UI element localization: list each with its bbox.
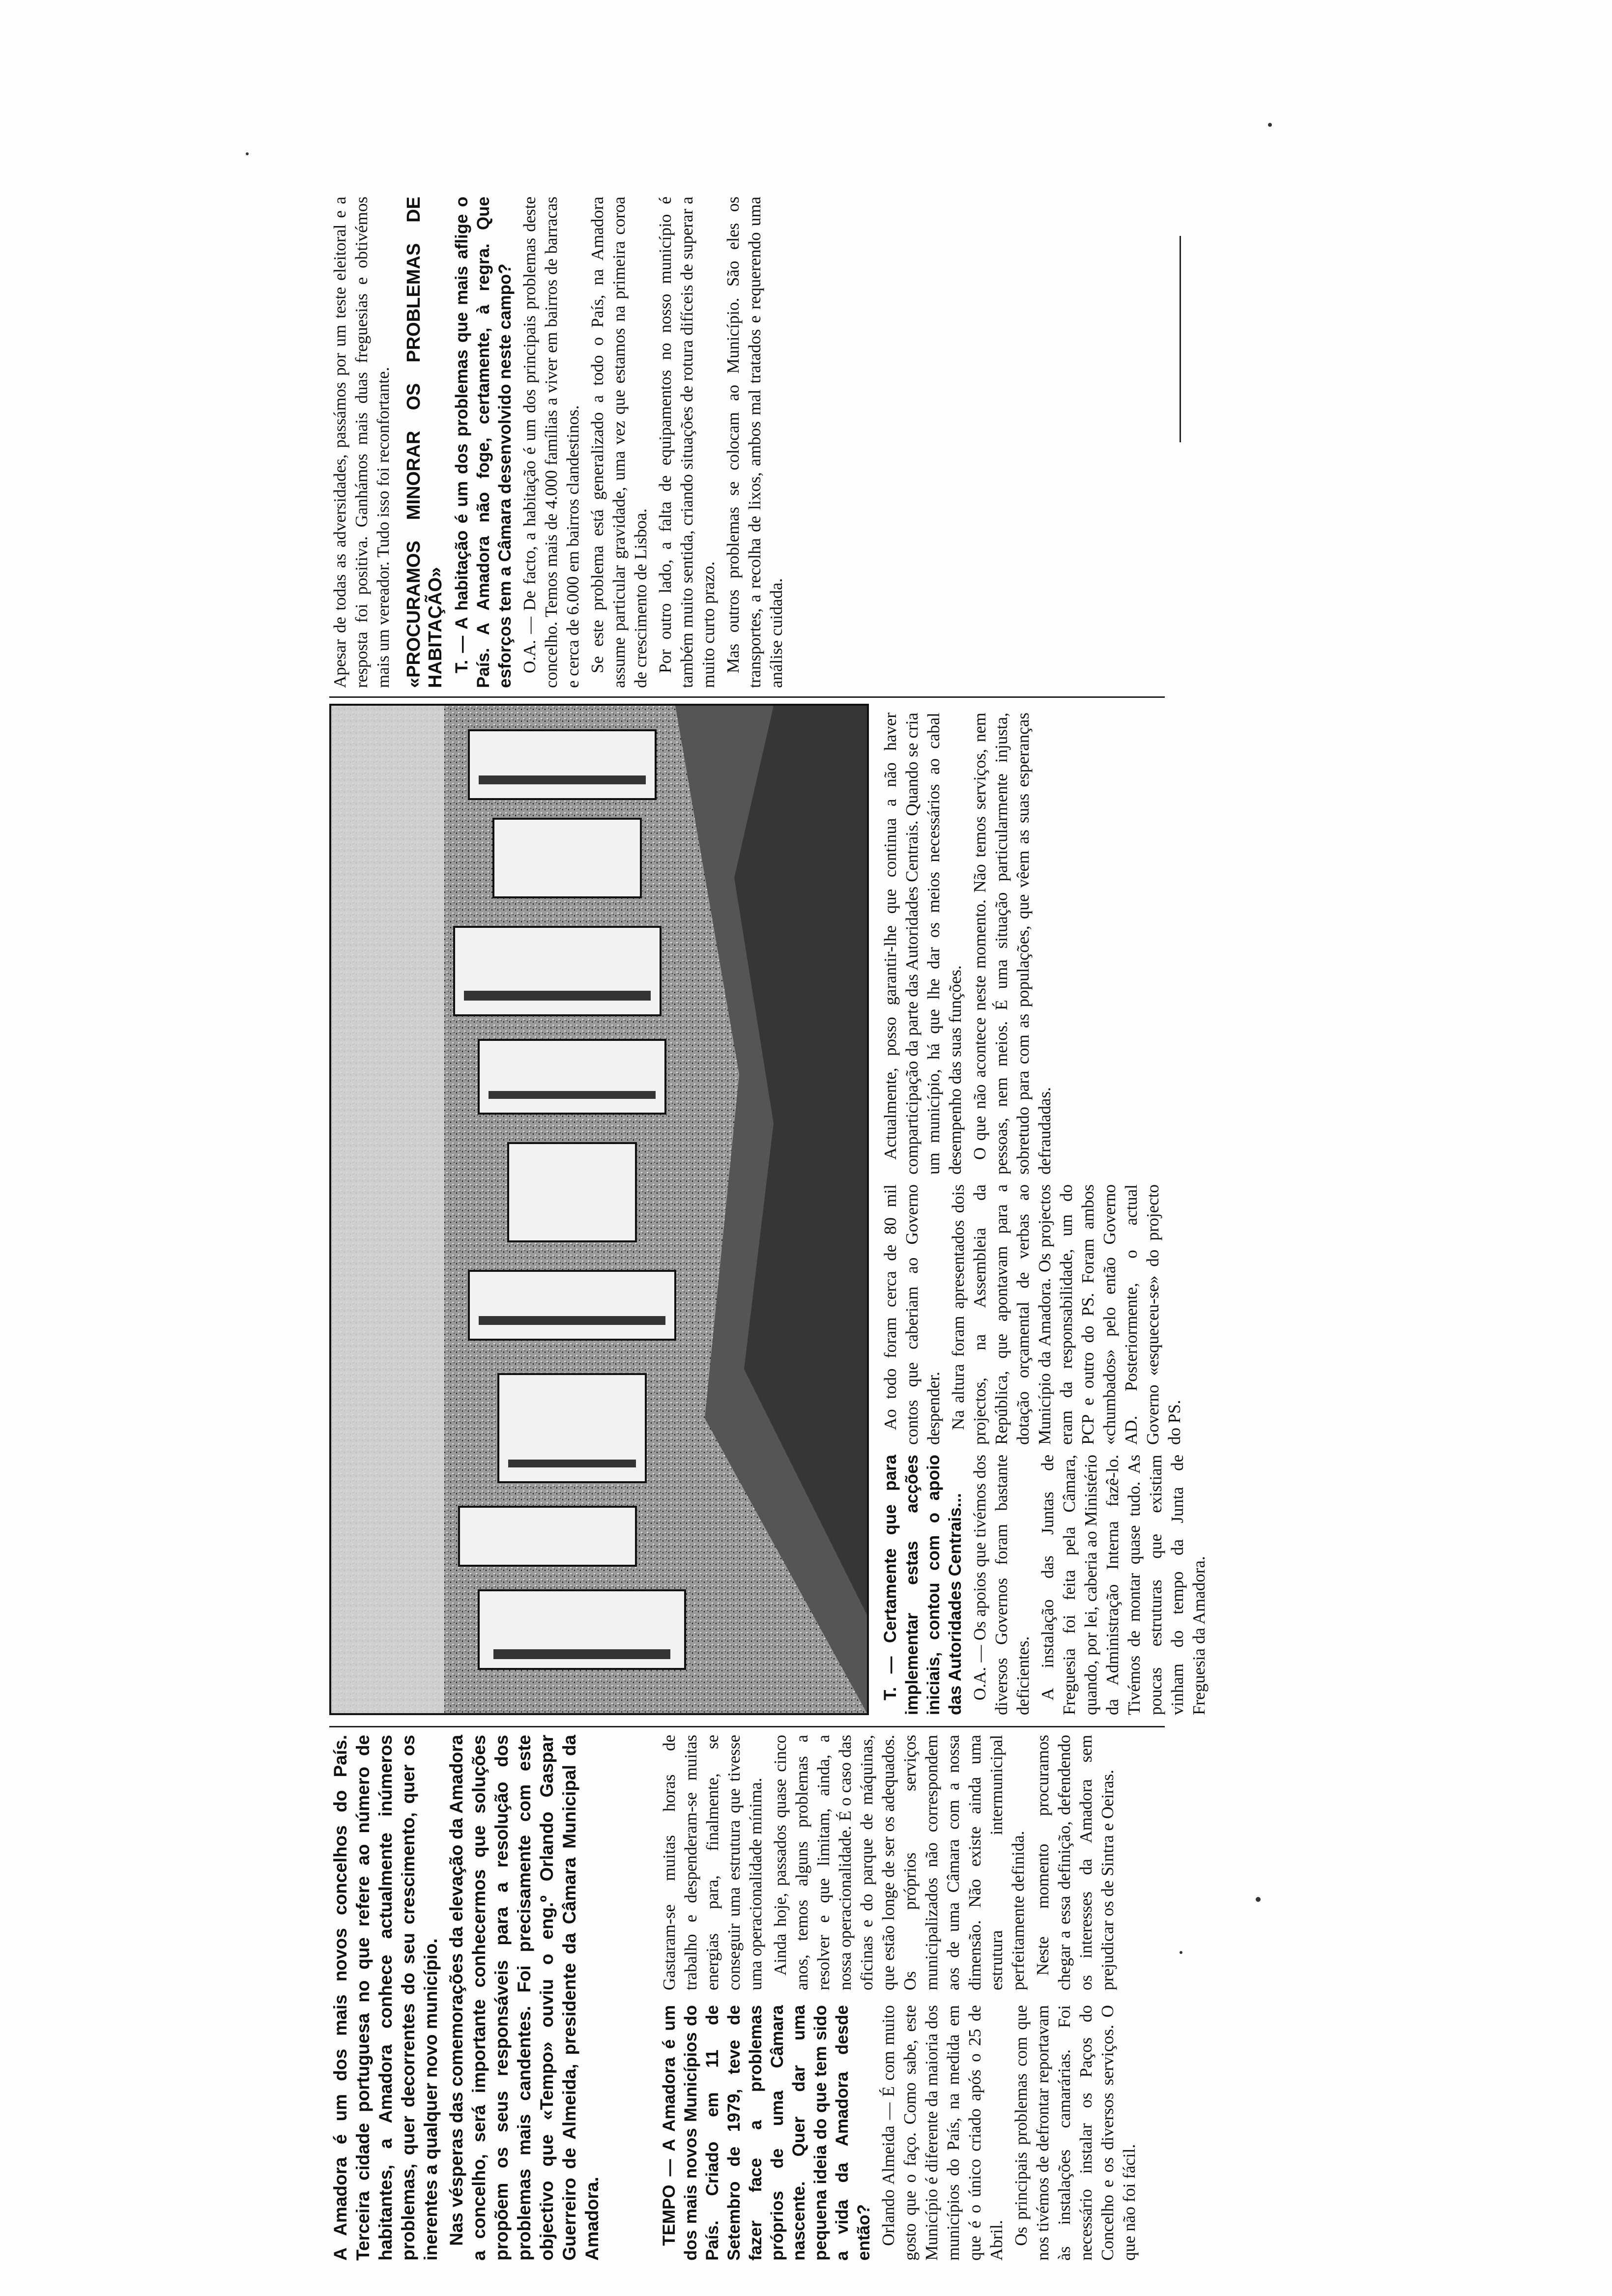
question-1: TEMPO — A Amadora é um dos mais novos Municípios do País. Criado em 11 de Setembro de 1979, teve de fazer face a problemas próprios de uma Câmara nascente. Quer dar uma pequena ideia do que tem sido a vida da Amadora desde então? bbox=[660, 2005, 873, 2261]
answer-4c: Por outro lado, a falta de equipamentos no nosso município é também muito sentida, criando situações de rotura difíceis de superar a muito curto prazo. bbox=[656, 197, 718, 688]
answer-2d: Na altura foram apresentados dois projectos, na Assembleia da República, que apontavam para a dotação orçamental de verbas ao Município da Amadora. Os projectos eram da responsabilidade, um do PCP e outro do PS. Foram ambos «chumbados» pelo então Governo AD. Posteriormente, o actual Governo «esqueceu-se» do projecto do PS. bbox=[949, 1184, 1184, 1445]
answer-3: Actualmente, posso garantir-lhe que continua a não haver comparticipação da parte das Autoridades Centrais. Quando se cria um município, há que lhe dar os meios necessários ao cabal desempenho das suas funções. bbox=[881, 713, 965, 1175]
question-2: T. — Certamente que para implementar estas acções iniciais, contou com o apoio das Autoridades Centrais... bbox=[881, 1455, 965, 1715]
answer-4d: Mas outros problemas se colocam ao Município. São eles os transportes, a recolha de lixos, ambos mal tratados e requerendo uma análise cuidada. bbox=[723, 197, 786, 688]
scan-speck bbox=[1256, 1897, 1261, 1902]
article-column-6 bbox=[329, 197, 790, 688]
column-rule bbox=[329, 696, 1165, 698]
scan-speck bbox=[246, 152, 249, 155]
article-column-3 bbox=[880, 1455, 1213, 1715]
article-column-1 bbox=[329, 1735, 606, 2261]
answer-3c: Apesar de todas as adversidades, passámos por um teste eleitoral e a resposta foi positiva. Ganhámos mais duas freguesias e obtivémos mais um vereador. Tudo isso foi reconfortante. bbox=[330, 197, 393, 688]
photo-graphic bbox=[331, 706, 867, 1713]
answer-2: O.A. — Os apoios que tivémos dos diversos Governos foram bastante deficientes. bbox=[970, 1455, 1033, 1715]
article-column-4 bbox=[880, 1184, 1188, 1445]
answer-1c: Gastaram-se muitas horas de trabalho e despenderam-se muitas energias para, finalmente, se conseguir uma estrutura que tivesse uma operacionalidade mínima. bbox=[660, 1735, 765, 1990]
article-column-2 bbox=[659, 1735, 1122, 1990]
article-lead: A Amadora é um dos mais novos concelhos do País. Terceira cidade portuguesa no que refere ao número de habitantes, a Amadora conhece actualmente inúmeros problemas, quer decorrentes do seu crescimento, quer os inerentes a qualquer novo município. bbox=[330, 1735, 441, 2261]
column-rule bbox=[329, 1726, 1165, 1727]
answer-3b: O que não acontece neste momento. Não temos serviços, nem pessoas, nem meios. É uma situação particularmente injusta, sobretudo para com as populações, que vêem as suas esperanças defraudadas. bbox=[970, 713, 1054, 1175]
scan-speck bbox=[1268, 123, 1272, 127]
rotated-newspaper-clipping bbox=[319, 147, 1253, 2261]
article-intro: Nas vésperas das comemorações da elevação da Amadora a concelho, será importante conhecermos que soluções propõem os seus responsáveis para a resolução dos problemas mais candentes. Foi precisamente com este objectivo que «Tempo» ouviu o eng.º Orlando Gaspar Guerreiro de Almeida, presidente da Câmara Municipal da Amadora. bbox=[446, 1735, 602, 2261]
article-column-5 bbox=[880, 713, 1059, 1175]
question-4: T. — A habitação é um dos problemas que mais aflige o País. A Amadora não foge, certamente, à regra. Que esforços tem a Câmara desenvolvido neste campo? bbox=[452, 197, 515, 688]
answer-1: Orlando Almeida — É com muito gosto que o faço. Como sabe, este Município é diferente da maioria dos municípios do País, na medida em que é o único criado após o 25 de Abril. bbox=[879, 2005, 1006, 2261]
answer-4: O.A. — De facto, a habitação é um dos principais problemas deste concelho. Temos mais de 4.000 famílias a viver em bairros de barracas e cerca de 6.000 em bairros clandestinos. bbox=[520, 197, 582, 688]
answer-1e: Neste momento procuramos chegar a essa definição, defendendo os interesses da Amadora sem prejudicar os de Sintra e Oeiras. bbox=[1033, 1735, 1117, 1990]
answer-1d: Ainda hoje, passados quase cinco anos, temos alguns problemas a resolver e que limitam, ainda, a nossa operacionalidade. É o caso das oficinas e do parque de máquinas, que estão longe de ser os adequados. Os próprios serviços municipalizados não correspondem aos de uma Câmara com a nossa dimensão. Não existe ainda uma estrutura intermunicipal perfeitamente definida. bbox=[771, 1735, 1028, 1990]
scan-speck bbox=[1180, 1951, 1182, 1954]
answer-2b: A instalação das Juntas de Freguesia foi feita pela Câmara, quando, por lei, caberia ao Ministério da Administração Interna fazê-lo. Tivémos de montar quase tudo. As poucas estruturas que existiam vinham do tempo da Junta de Freguesia da Amadora. bbox=[1038, 1455, 1209, 1715]
article-column-1b bbox=[659, 2005, 1143, 2261]
subheading-habitacao: «PROCURAMOS MINORAR OS PROBLEMAS DE HABITAÇÃO» bbox=[403, 197, 446, 688]
photo-amadora-aerial-view bbox=[329, 704, 869, 1715]
answer-1b: Os principais problemas com que nos tivémos de defrontar reportavam às instalações camarárias. Foi necessário instalar os Paços do Concelho e os diversos serviços. O que não foi fácil. bbox=[1011, 2005, 1139, 2261]
end-rule bbox=[1180, 236, 1181, 442]
answer-4b: Se este problema está generalizado a todo o País, na Amadora assume particular gravidade, uma vez que estamos na primeira coroa de crescimento de Lisboa. bbox=[588, 197, 650, 688]
answer-2c: Ao todo foram cerca de 80 mil contos que caberiam ao Governo despender. bbox=[881, 1184, 943, 1445]
